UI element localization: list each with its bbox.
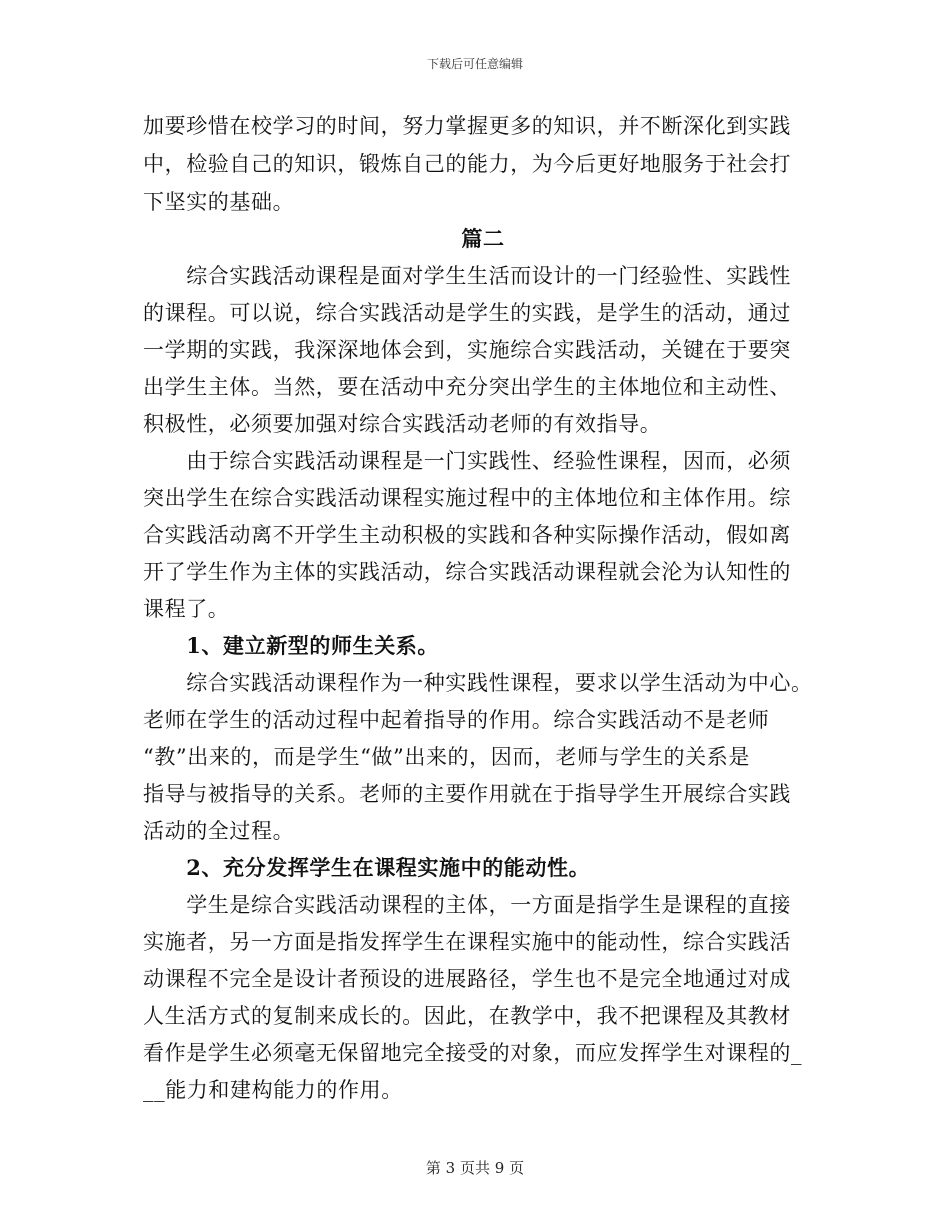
page-footer: 第 3 页共 9 页: [425, 1159, 525, 1177]
text-line: 指导与被指导的关系。老师的主要作用就在于指导学生开展综合实践: [143, 782, 791, 806]
page-header: 下载后可任意编辑: [426, 57, 523, 71]
text-line: 合实践活动离不开学生主动积极的实践和各种实际操作活动，假如离: [143, 523, 791, 547]
text-line: 一学期的实践，我深深地体会到，实施综合实践活动，关键在于要突: [143, 338, 791, 362]
text-line: 活动的全过程。: [143, 819, 295, 843]
text-line: 出学生主体。当然，要在活动中充分突出学生的主体地位和主动性、: [143, 375, 791, 399]
subheading-2: 2、充分发挥学生在课程实施中的能动性。: [143, 855, 591, 880]
text-line: 实施者，另一方面是指发挥学生在课程实施中的能动性，综合实践活: [143, 930, 791, 954]
subheading-1: 1、建立新型的师生关系。: [143, 633, 440, 658]
text-line: 中，检验自己的知识，锻炼自己的能力，为今后更好地服务于社会打: [143, 152, 791, 176]
text-line: 老师在学生的活动过程中起着指导的作用。综合实践活动不是老师: [143, 708, 770, 732]
text-line: 动课程不完全是设计者预设的进展路径，学生也不是完全地通过对成: [143, 967, 791, 991]
text-line: 积极性，必须要加强对综合实践活动老师的有效指导。: [143, 412, 662, 436]
text-line: 综合实践活动课程作为一种实践性课程，要求以学生活动为中心。: [143, 671, 813, 695]
text-line: 课程了。: [143, 597, 230, 621]
text-line: “教”出来的，而是学生“做”出来的，因而，老师与学生的关系是: [143, 745, 750, 769]
text-line: 开了学生作为主体的实践活动，综合实践活动课程就会沦为认知性的: [143, 560, 791, 584]
text-line: 的课程。可以说，综合实践活动是学生的实践，是学生的活动，通过: [143, 301, 791, 325]
text-line: 综合实践活动课程是面对学生生活而设计的一门经验性、实践性: [143, 264, 791, 288]
text-line: 突出学生在综合实践活动课程实施过程中的主体地位和主体作用。综: [143, 486, 791, 510]
text-line: 由于综合实践活动课程是一门实践性、经验性课程，因而，必须: [143, 449, 791, 473]
text-line: 看作是学生必须毫无保留地完全接受的对象，而应发挥学生对课程的_: [143, 1041, 803, 1065]
section-heading: 篇二: [461, 226, 505, 251]
text-line: __能力和建构能力的作用。: [143, 1078, 403, 1102]
text-line: 人生活方式的复制来成长的。因此，在教学中，我不把课程及其教材: [143, 1004, 791, 1028]
text-line: 学生是综合实践活动课程的主体，一方面是指学生是课程的直接: [143, 893, 791, 917]
text-line: 加要珍惜在校学习的时间，努力掌握更多的知识，并不断深化到实践: [143, 114, 791, 138]
text-line: 下坚实的基础。: [143, 190, 295, 214]
